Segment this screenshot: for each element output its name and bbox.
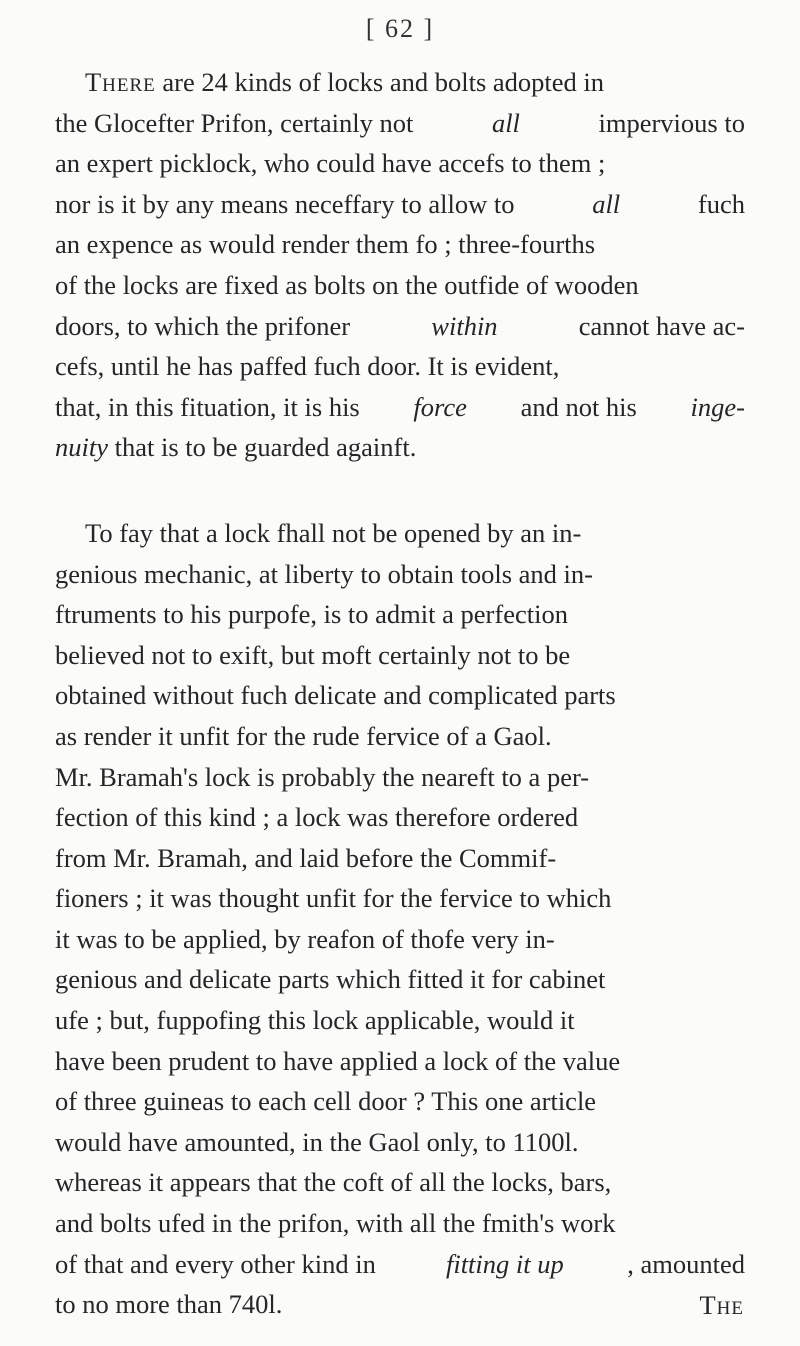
text-line bbox=[55, 62, 745, 103]
page-number: [ 62 ] bbox=[365, 14, 435, 43]
text-span: have been prudent to have applied a lock of the value bbox=[55, 1045, 621, 1076]
text-line bbox=[55, 919, 745, 960]
paragraph-opening: There bbox=[85, 67, 156, 97]
text-span: To fay that a lock fhall not be opened by an in- bbox=[85, 517, 582, 548]
text-span: genious and delicate parts which fitted it for cabinet bbox=[55, 964, 606, 995]
text-span: genious mechanic, at liberty to obtain tools and in- bbox=[55, 558, 593, 589]
italic-text: all bbox=[491, 107, 520, 138]
text-span: that is to be guarded againft. bbox=[108, 432, 417, 463]
text-line bbox=[55, 387, 745, 428]
italic-text: nuity bbox=[55, 432, 108, 463]
text-span: fioners ; it was thought unfit for the fervice to which bbox=[55, 883, 612, 914]
text-span: There are 24 kinds of locks and bolts adopted in bbox=[85, 67, 605, 97]
text-line bbox=[55, 184, 745, 225]
text-line bbox=[55, 1162, 745, 1203]
text-span: ufe ; but, fuppofing this lock applicable, would it bbox=[55, 1005, 575, 1036]
text-line bbox=[55, 959, 745, 1000]
text-line bbox=[55, 878, 745, 919]
italic-text: inge- bbox=[690, 391, 745, 422]
text-span: cefs, until he has paffed fuch door. It is evident, bbox=[55, 351, 560, 382]
text-line bbox=[55, 594, 745, 635]
italic-text: all bbox=[592, 188, 621, 219]
text-span: that, in this fituation, it is his bbox=[55, 391, 367, 422]
text-span: from Mr. Bramah, and laid before the Commif- bbox=[55, 842, 557, 873]
text-span: would have amounted, in the Gaol only, to 1100l. bbox=[55, 1126, 579, 1157]
text-span: to no more than 740l. bbox=[55, 1289, 283, 1320]
text-span: and not his bbox=[513, 391, 644, 422]
text-span: as render it unfit for the rude fervice of a Gaol. bbox=[55, 720, 552, 751]
text-span: ftruments to his purpofe, is to admit a perfection bbox=[55, 599, 568, 630]
text-line bbox=[55, 554, 745, 595]
text-span: and bolts ufed in the prifon, with all the fmith's work bbox=[55, 1208, 616, 1239]
body-text bbox=[55, 62, 745, 1325]
catchword: The bbox=[699, 1290, 744, 1320]
italic-text: force bbox=[413, 391, 467, 422]
text-span: nor is it by any means neceffary to allow to bbox=[55, 188, 522, 219]
text-line bbox=[55, 1244, 745, 1285]
text-span: believed not to exift, but moft certainly not to be bbox=[55, 639, 571, 670]
text-span: , amounted bbox=[627, 1248, 745, 1279]
text-span: fuch bbox=[691, 188, 745, 219]
text-line bbox=[55, 757, 745, 798]
text-line bbox=[55, 1203, 745, 1244]
text-span: an expence as would render them fo ; three-fourths bbox=[55, 229, 596, 260]
text-line bbox=[55, 1284, 745, 1325]
text-span: Mr. Bramah's lock is probably the neareft to a per- bbox=[55, 761, 590, 792]
text-span: of three guineas to each cell door ? This one article bbox=[55, 1086, 597, 1117]
text-line bbox=[55, 265, 745, 306]
text-line bbox=[55, 346, 745, 387]
text-line bbox=[55, 103, 745, 144]
text-line bbox=[55, 306, 745, 347]
text-span: an expert picklock, who could have accefs to them ; bbox=[55, 148, 606, 179]
text-line bbox=[55, 224, 745, 265]
italic-text: fitting it up bbox=[445, 1248, 564, 1279]
text-line bbox=[55, 1081, 745, 1122]
text-line bbox=[55, 513, 745, 554]
text-span: of that and every other kind in bbox=[55, 1248, 383, 1279]
text-span: doors, to which the prifoner bbox=[55, 310, 357, 341]
text-span: whereas it appears that the coft of all the locks, bars, bbox=[55, 1167, 612, 1198]
text-line bbox=[55, 143, 745, 184]
text-span: fection of this kind ; a lock was therefore ordered bbox=[55, 802, 579, 833]
text-line bbox=[55, 797, 745, 838]
text-span: it was to be applied, by reafon of thofe very in- bbox=[55, 923, 555, 954]
text-line bbox=[55, 1122, 745, 1163]
text-span: of the locks are fixed as bolts on the outfide of wooden bbox=[55, 269, 639, 300]
text-span: impervious to bbox=[591, 107, 745, 138]
text-line bbox=[55, 427, 745, 468]
text-span: cannot have ac- bbox=[572, 310, 745, 341]
text-line bbox=[55, 1041, 745, 1082]
paragraph-gap bbox=[55, 468, 745, 513]
text-line bbox=[55, 838, 745, 879]
text-line bbox=[55, 716, 745, 757]
text-span: the Glocefter Prifon, certainly not bbox=[55, 107, 420, 138]
text-span: obtained without fuch delicate and complicated parts bbox=[55, 680, 616, 711]
text-line bbox=[55, 675, 745, 716]
text-line bbox=[55, 635, 745, 676]
italic-text: within bbox=[431, 310, 498, 341]
text-line bbox=[55, 1000, 745, 1041]
